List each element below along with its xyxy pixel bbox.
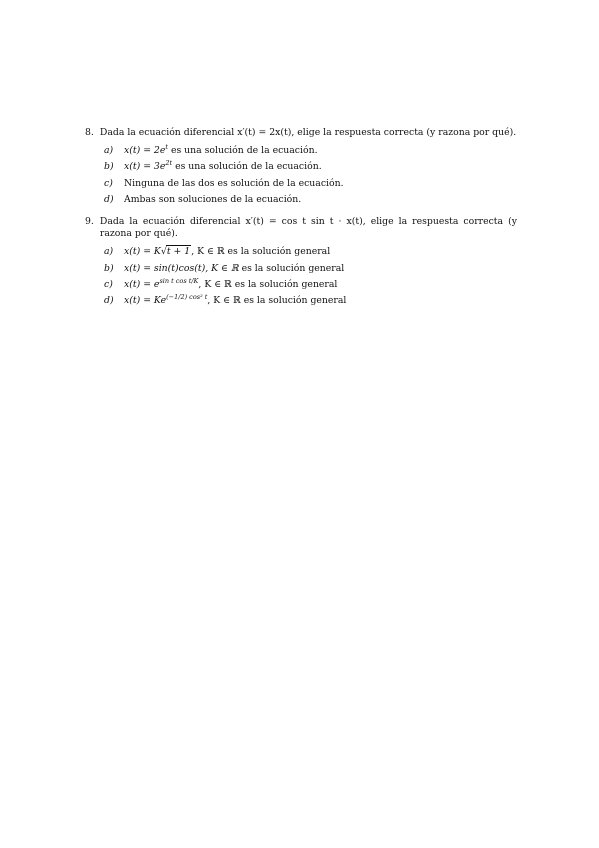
option-content bbox=[124, 263, 344, 275]
option-math: x(t) = e bbox=[124, 278, 160, 290]
option-label: d) bbox=[104, 295, 114, 307]
option-label: a) bbox=[104, 145, 114, 157]
option-content bbox=[124, 145, 318, 157]
option-math: x(t) = sin(t)cos(t), K ∈ ℝ bbox=[124, 262, 239, 274]
problem-statement bbox=[85, 127, 517, 139]
option-exponent: 2t bbox=[165, 159, 173, 168]
option-math: x(t) = 3e bbox=[124, 161, 166, 173]
problem-9 bbox=[85, 216, 517, 311]
option-content bbox=[124, 161, 322, 173]
option-text: es una solución de la ecuación. bbox=[167, 145, 318, 157]
option-content bbox=[124, 295, 346, 307]
option-label: a) bbox=[104, 246, 114, 258]
option-exponent: t bbox=[165, 143, 168, 152]
sqrt-symbol: √ bbox=[160, 246, 167, 258]
option-label: c) bbox=[104, 177, 113, 189]
option-d bbox=[104, 295, 517, 307]
option-label: b) bbox=[104, 161, 114, 173]
problem-text: Dada la ecuación diferencial x′(t) = cos t sin t · x(t), elige la respuesta correcta (y razona por qué). bbox=[99, 216, 517, 240]
problem-number: 9. bbox=[85, 216, 94, 227]
option-content bbox=[124, 246, 330, 258]
option-label: d) bbox=[104, 193, 114, 205]
option-b bbox=[104, 161, 517, 173]
option-content bbox=[124, 276, 338, 291]
option-text: , K ∈ ℝ es la solución general bbox=[207, 295, 347, 307]
option-a bbox=[104, 246, 517, 258]
option-math: x(t) = 2e bbox=[124, 145, 166, 157]
problem-number: 8. bbox=[85, 127, 94, 138]
problem-text: Dada la ecuación diferencial x′(t) = 2x(t), elige la respuesta correcta (y razona por qué). bbox=[99, 127, 517, 138]
option-c bbox=[104, 276, 517, 291]
option-c bbox=[104, 178, 517, 190]
option-a bbox=[104, 145, 517, 157]
option-text: es la solución general bbox=[238, 262, 345, 274]
option-label: c) bbox=[104, 278, 113, 290]
option-list bbox=[85, 246, 517, 307]
option-math: x(t) = K bbox=[124, 246, 161, 258]
option-text: Ninguna de las dos es solución de la ecuación. bbox=[124, 177, 344, 189]
problem-statement bbox=[85, 216, 517, 240]
option-math: x(t) = Ke bbox=[124, 295, 167, 307]
option-label: b) bbox=[104, 262, 114, 274]
problem-8 bbox=[85, 127, 517, 210]
option-text: , K ∈ ℝ es la solución general bbox=[191, 246, 331, 258]
option-d bbox=[104, 194, 517, 206]
option-list bbox=[85, 145, 517, 206]
option-b bbox=[104, 263, 517, 275]
option-text: Ambas son soluciones de la ecuación. bbox=[124, 193, 302, 205]
option-exponent: sin t cos t/K bbox=[159, 276, 199, 285]
option-text: , K ∈ ℝ es la solución general bbox=[198, 278, 338, 290]
option-exponent: (−1/2) cos² t bbox=[166, 293, 208, 302]
sqrt-radicand: t + 1 bbox=[166, 246, 191, 258]
option-text: es una solución de la ecuación. bbox=[172, 161, 322, 173]
